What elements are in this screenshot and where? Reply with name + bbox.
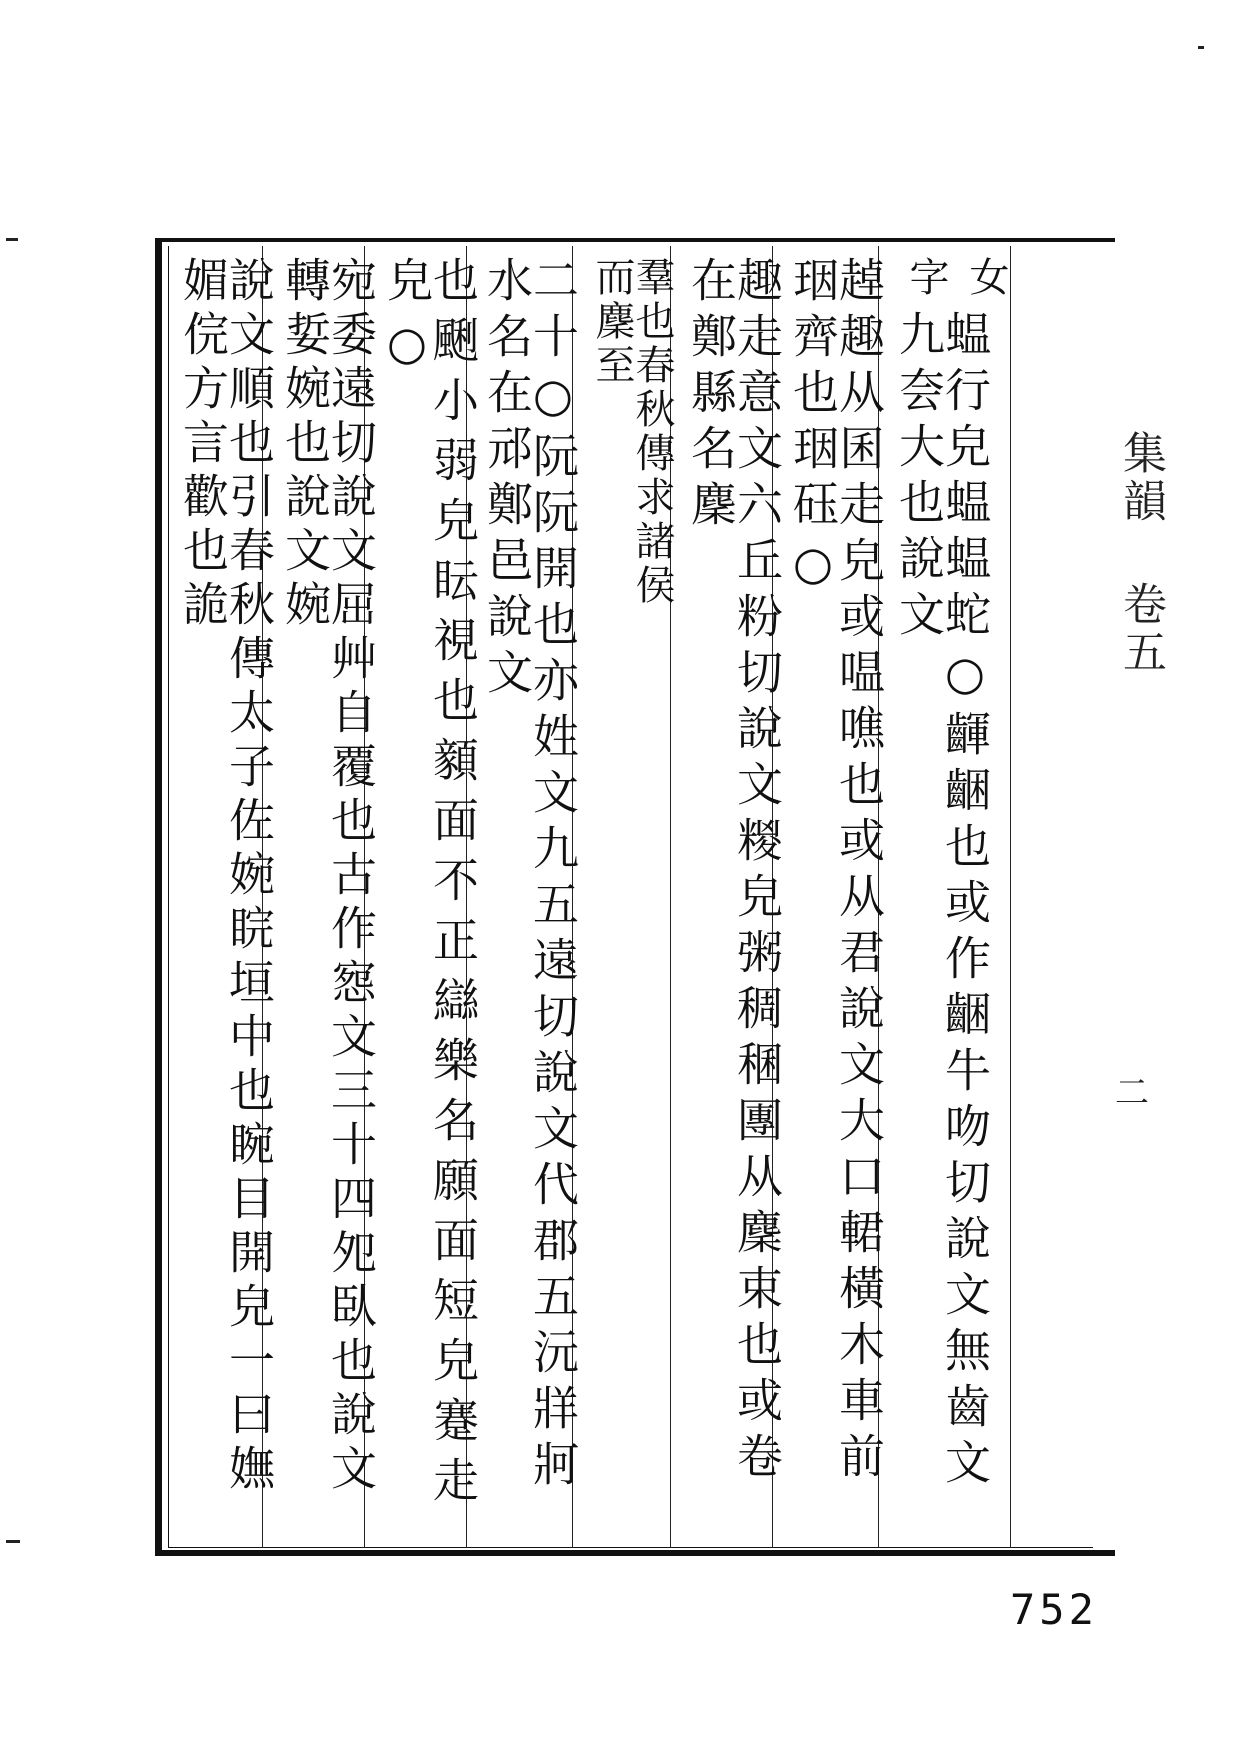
column-7-text: 也䬆小弱皃眃視也顡面不正䜌樂名願面短皃蹇走皃○ xyxy=(380,256,480,1516)
column-6 xyxy=(480,256,580,1536)
column-3-text: 趠趣从囷走皃或嗢噍也或从君說文大口輑橫木車前珚齊也珚砡○ xyxy=(786,256,886,1488)
column-8-text: 宛委遠切說文屈艸自覆也古作惌文三十四夗臥也說文轉娎婉也說文婉 xyxy=(278,256,378,1498)
column-6-text: 二十○阮阮開也亦姓文九五遠切說文代郡五沅牂牁水名在邧鄭邑說文 xyxy=(480,256,580,1496)
margin-juan: 卷五 xyxy=(1115,581,1166,677)
column-5-text: 羣也春秋傳求諸侯而麇至 xyxy=(589,256,675,608)
margin-book-title: 集韻 xyxy=(1115,430,1166,526)
column-4-text: 趣走意文六丘粉切說文糉皃粥稠稛團从麇束也或卷在鄭縣名麇 xyxy=(684,256,784,1488)
column-1b xyxy=(902,256,998,298)
page-number: 752 xyxy=(1010,1585,1098,1634)
scan-speck xyxy=(1198,46,1204,49)
column-9 xyxy=(176,256,276,1536)
column-5 xyxy=(589,256,675,636)
scan-speck xyxy=(6,238,18,241)
column-7 xyxy=(380,256,480,1536)
scan-speck xyxy=(6,1540,20,1543)
column-3 xyxy=(786,256,886,1536)
margin-title xyxy=(1108,430,1172,677)
column-4 xyxy=(684,256,784,1536)
column-8 xyxy=(278,256,378,1536)
column-2-text: 蝹行皃蝹蝹蛇○齳齫也或作齫牛吻切說文無齒文九夽大也說文 xyxy=(892,310,992,1494)
column-9-text: 說文順也引春秋傳太子佐婉睆垣中也睕目開皃一曰嫵媚俒方言歡也詭 xyxy=(176,256,276,1498)
margin-folio: 二 xyxy=(1115,1073,1149,1113)
column-rule xyxy=(1010,246,1011,1548)
column-2 xyxy=(892,310,992,1540)
column-1b-text: 字 xyxy=(903,256,949,298)
column-1-text: 女 xyxy=(963,256,1009,298)
